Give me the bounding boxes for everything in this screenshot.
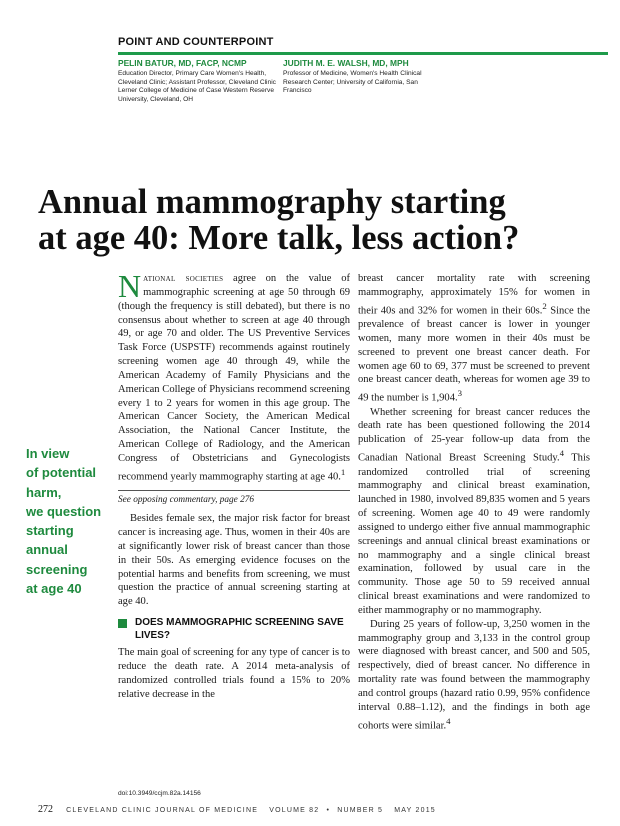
title-line-1: Annual mammography starting	[38, 183, 506, 221]
paragraph-text: During 25 years of follow-up, 3,250 women in the mammography group and 3,133 in the control group were diagnosed with breast cancer, and 500 and 505, respectively, died of breast cancer. No difference in mortality rate was found between the mammography and control groups (hazard ratio 0.99, 95% confidence interval 0.88–1.12), and the findings in both age cohorts were similar.	[358, 618, 590, 732]
author-name: JUDITH M. E. WALSH, MD, MPH	[283, 58, 409, 68]
volume-label: VOLUME 82	[269, 807, 320, 814]
subhead-text: DOES MAMMOGRAPHIC SCREENING SAVE LIVES?	[135, 617, 344, 641]
pull-quote-line: In view	[26, 446, 70, 461]
body-paragraph: Besides female sex, the major risk factor for breast cancer is increasing age. Thus, women in their 40s are at significantly lower risk of breast cancer than those in their 50s. As emerging evidence focuses on the potential harms and benefits from screening, we must question the practice of annual screening starting at age 40.	[118, 513, 350, 608]
footer-bullet: •	[326, 807, 331, 814]
pull-quote-line: at age 40	[26, 581, 82, 597]
section-label: POINT AND COUNTERPOINT	[118, 36, 274, 48]
paragraph-text: Since the prevalence of breast cancer is lower in younger women, many more women in their 40s must be screened to prevent one breast cancer death. For women age 60 to 69, 377 must be screened to prevent one breast cancer death, whereas for women age 39 to 49 the number is 1,904.	[358, 305, 590, 404]
pull-quote	[26, 444, 102, 598]
reference-marker: 1	[340, 466, 346, 477]
paragraph-text: breast cancer mortality rate with screening mammography, approximately 15% for women in their 40s and 32% for women in their 60s.	[358, 273, 590, 317]
see-also-note: See opposing commentary, page 276	[118, 490, 350, 506]
pull-quote-line: harm,	[26, 484, 62, 500]
body-paragraph	[358, 618, 590, 733]
section-subhead	[118, 617, 350, 642]
body-paragraph	[358, 272, 590, 406]
article-title	[38, 184, 598, 256]
author-block-1	[118, 58, 283, 104]
author-name: PELIN BATUR, MD, FACP, NCMP	[118, 58, 247, 68]
pull-quote-line: annual	[26, 542, 68, 558]
page-number: 272	[38, 804, 53, 815]
body-paragraph: The main goal of screening for any type of cancer is to reduce the death rate. A 2014 meta-analysis of randomized controlled trials found a 15% to 20% relative decrease in the	[118, 647, 350, 700]
issue-date: MAY 2015	[394, 807, 436, 814]
pull-quote-line: screening	[26, 561, 88, 577]
author-affiliation: Education Director, Primary Care Women's Health, Cleveland Clinic; Assistant Professor, Cleveland Clinic Lerner College of Medicine of Case Western Reserve University, Cleveland, OH	[118, 70, 276, 103]
drop-cap: N	[118, 268, 142, 304]
author-block-2	[283, 58, 433, 96]
reference-marker: 2	[542, 300, 547, 311]
body-paragraph	[358, 406, 590, 618]
header-rule	[118, 52, 608, 55]
page-footer	[38, 804, 598, 815]
body-paragraph	[118, 268, 350, 484]
paragraph-text: Whether screening for breast cancer reduces the death rate has been questioned following the 2014 publication of 25-year follow-up data from the Canadian National Breast Screening Study.	[358, 406, 590, 464]
pull-quote-line: of potential	[26, 465, 97, 481]
doi-label: doi:10.3949/ccjm.82a.14156	[118, 790, 201, 797]
journal-name: CLEVELAND CLINIC JOURNAL OF MEDICINE	[66, 807, 259, 814]
body-column-1	[118, 268, 350, 701]
reference-marker: 4	[559, 448, 564, 459]
pull-quote-line: we question	[26, 503, 102, 519]
body-column-2	[358, 272, 590, 733]
square-bullet-icon	[118, 619, 127, 628]
pull-quote-line: starting	[26, 523, 74, 539]
paragraph-text: agree on the value of mammographic screening at age 50 through 69 (though the frequency is still debated), but there is no consensus about whether to screen at age 40 through 49, or age 70 and older. The US Preventive Services Task Force (USPSTF) recommends against routinely screening women age 40 through 49, while the American Academy of Family Physicians and the American College of Physicians recommend screening every 1 to 2 years for women in this age group. The American Cancer Society, the American Medical Association, the National Cancer Institute, the American College of Radiology, and the American Congress of Obstetricians and Gynecologists recommend yearly mammography starting at age 40.	[118, 273, 350, 483]
lead-in: ational societies	[143, 273, 224, 284]
issue-number: NUMBER 5	[337, 807, 384, 814]
reference-marker: 3	[457, 388, 462, 399]
title-line-2: at age 40: More talk, less action?	[38, 219, 520, 257]
paragraph-text: This randomized controlled trial of screening mammography and clinical breast examination, launched in 1980, involved 89,835 women and 5 years of screening. Women age 40 to 49 were randomly assigned to undergo either five annual mammographic screenings and annual clinical breast examinations or no mammography and a single clinical breast examination, followed by usual care in the community. Those age 50 to 59 received annual clinical breast examinations and were randomized to either mammography or no mammography.	[358, 452, 590, 616]
author-affiliation: Professor of Medicine, Women's Health Clinical Research Center; University of California, San Francisco	[283, 70, 422, 95]
reference-marker: 4	[446, 715, 451, 726]
